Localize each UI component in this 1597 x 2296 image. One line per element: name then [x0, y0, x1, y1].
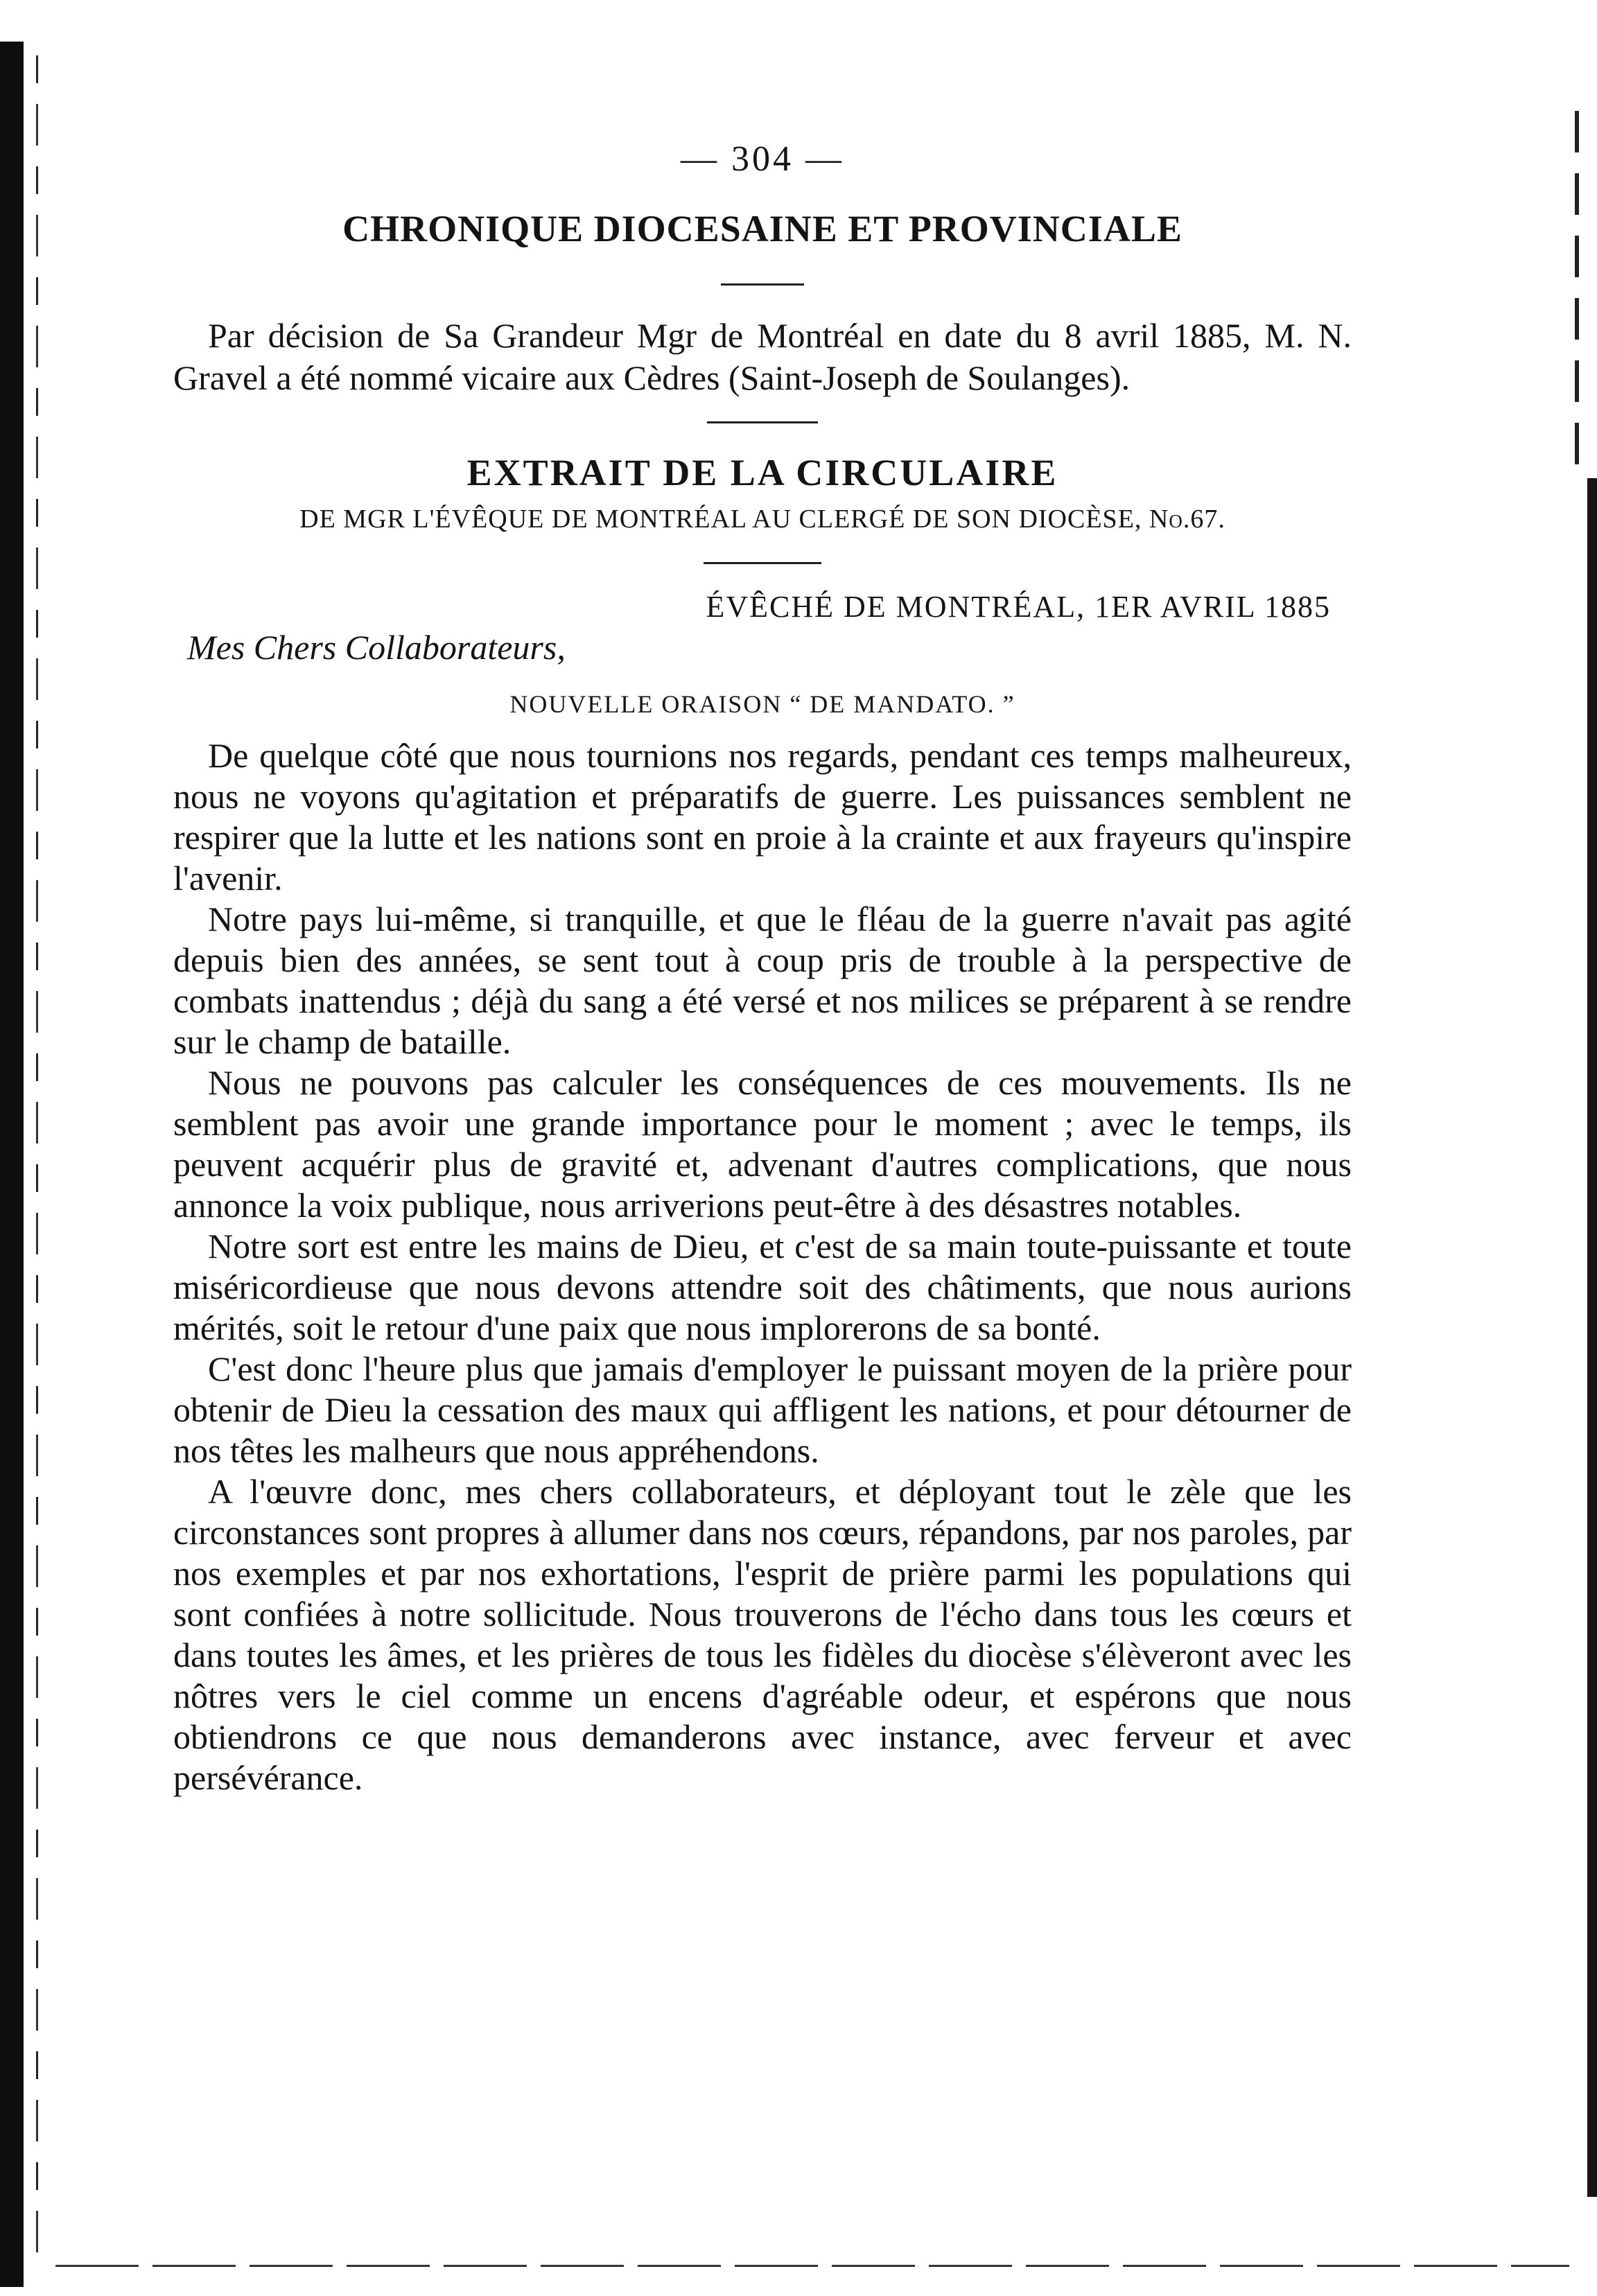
scan-edge-right	[1587, 478, 1597, 2197]
body-paragraph: Notre pays lui-même, si tranquille, et que le fléau de la guerre n'avait pas agité depuis bien des années, se sent tout à coup pris de trouble à la perspective de combats inattendus ; déjà du sang a été versé et nos milices se préparent à se rendre sur le champ de bataille.	[173, 900, 1352, 1061]
divider-rule	[721, 283, 804, 286]
body-paragraph: C'est donc l'heure plus que jamais d'employer le puissant moyen de la prière pour obtenir de Dieu la cessation des maux qui affligent les nations, et pour détourner de nos têtes les malheurs que nous appréhendons.	[173, 1349, 1352, 1470]
document-page	[173, 139, 1352, 1798]
divider-rule	[707, 421, 818, 423]
scan-edge-right-top	[1575, 111, 1579, 471]
extract-subtitle: DE MGR L'ÉVÊQUE DE MONTRÉAL AU CLERGÉ DE SON DIOCÈSE, No.67.	[299, 505, 1225, 534]
prayer-heading: NOUVELLE ORAISON “ DE MANDATO. ”	[509, 690, 1015, 718]
salutation: Mes Chers Collaborateurs,	[187, 628, 566, 667]
decision-notice: Par décision de Sa Grandeur Mgr de Montréal en date du 8 avril 1885, M. N. Gravel a été nommé vicaire aux Cèdres (Saint-Joseph de Soulanges).	[173, 316, 1352, 397]
scan-edge-bottom	[55, 2265, 1569, 2267]
body-paragraph: Nous ne pouvons pas calculer les conséquences de ces mouvements. Ils ne semblent pas avoir une grande importance pour le moment ; avec le temps, ils peuvent acquérir plus de gravité et, advenant d'autres complications, que nous annonce la voix publique, nous arriverions peut-être à des désastres notables.	[173, 1063, 1352, 1225]
dateline: ÉVÊCHÉ DE MONTRÉAL, 1ER AVRIL 1885	[706, 590, 1331, 624]
scan-edge-left	[0, 42, 24, 2287]
body-paragraph: Notre sort est entre les mains de Dieu, et c'est de sa main toute-puissante et toute miséricordieuse que nous devons attendre soit des châtiments, que nous aurions mérités, soit le retour d'une paix que nous implorerons de sa bonté.	[173, 1227, 1352, 1347]
divider-rule	[704, 562, 821, 564]
body-paragraph: De quelque côté que nous tournions nos regards, pendant ces temps malheureux, nous ne voyons qu'agitation et préparatifs de guerre. Les puissances semblent ne respirer que la lutte et les nations sont en proie à la crainte et aux frayeurs qu'inspire l'avenir.	[173, 736, 1352, 897]
extract-title: EXTRAIT DE LA CIRCULAIRE	[466, 452, 1058, 493]
page-number: — 304 —	[681, 139, 844, 179]
scan-edge-left-thin	[36, 55, 38, 2273]
body-paragraph: A l'œuvre donc, mes chers collaborateurs, et déployant tout le zèle que les circonstances sont propres à allumer dans nos cœurs, répandons, par nos paroles, par nos exemples et par nos exhortations, l'esprit de prière parmi les populations qui sont confiées à notre sollicitude. Nous trouverons de l'écho dans tous les cœurs et dans toutes les âmes, et les prières de tous les fidèles du diocèse s'élèveront avec les nôtres vers le ciel comme un encens d'agréable odeur, et espérons que nous obtiendrons ce que nous demanderons avec instance, avec ferveur et avec persévérance.	[173, 1472, 1352, 1797]
chronicle-title: CHRONIQUE DIOCESAINE ET PROVINCIALE	[342, 208, 1183, 249]
